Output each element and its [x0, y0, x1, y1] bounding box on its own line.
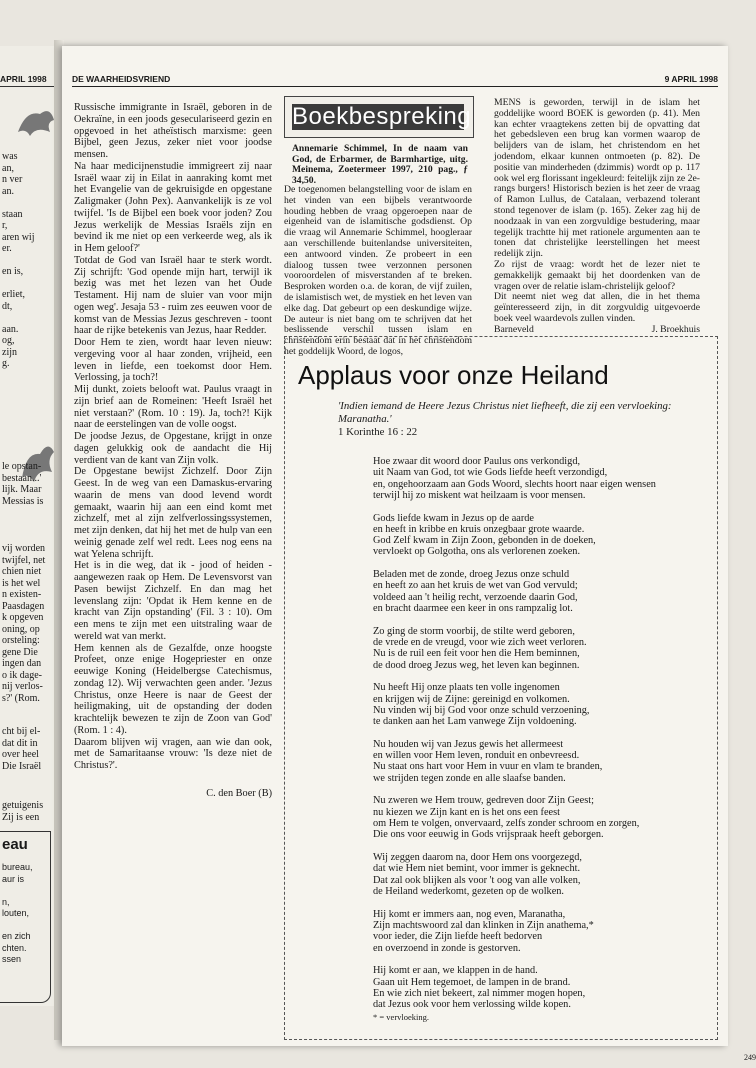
issue-date: 9 APRIL 1998: [664, 74, 718, 84]
header-rule: [72, 86, 718, 87]
poem-line: En wie zich niet bekeert, zal nimmer mogen hopen,: [373, 987, 586, 999]
poem-line: Nu staat ons hart voor Hem in vuur en vlam te branden,: [373, 761, 603, 773]
book-review-banner: [284, 96, 474, 138]
left-page-line: er.: [2, 243, 12, 254]
poem-line: Zo ging de storm voorbij, de stilte werd geboren,: [373, 625, 575, 637]
left-page-line: orsteling:: [2, 635, 40, 646]
left-page-line: dat dit in: [2, 737, 38, 749]
left-page-line: getuigenis: [2, 800, 44, 811]
poem-line: Nu zweren we Hem trouw, gedreven door Zijn Geest;: [373, 795, 594, 807]
left-page-line: o ik dage-: [2, 669, 42, 681]
article-paragraph: Russische immigrante in Israël, geboren in de Oekraïne, in een joods geseculariseerd gezin en opgevoed in het atheïstisch marxisme: geen Bijbel, geen Jezus, zeker niet voor joodse mensen.: [74, 102, 272, 160]
poem-title: Applaus voor onze Heiland: [298, 360, 609, 390]
poem-stanza: [373, 513, 703, 558]
left-page-line: ingen dan: [2, 658, 42, 669]
poem-line: te danken aan het Lam vanwege Zijn voldoening.: [373, 716, 577, 728]
left-page-line: vij worden: [2, 543, 46, 554]
poem-stanza: [373, 626, 703, 671]
poem-stanza: [373, 909, 703, 954]
poem-line: vervloekt op Golgotha, ons als verlorenen zoeken.: [373, 546, 581, 558]
poem-line: dat wie Hem niet bemint, voor immer is geknecht.: [373, 863, 581, 875]
left-page-line: n existen-: [2, 589, 42, 600]
poem-line: Wij zeggen daarom na, door Hem ons voorgezegd,: [373, 852, 582, 864]
poem-line: terwijl hij zo miskent wat heilzaam is voor mensen.: [373, 489, 586, 501]
poem-line: Nu houden wij van Jezus gewis het allermeest: [373, 738, 564, 750]
left-page-line: aan.: [2, 323, 19, 335]
poem-epigraph: 'Indien iemand de Heere Jezus Christus niet liefheeft, die zij een vervloeking: Maranatha.': [338, 400, 672, 425]
left-page-line: r,: [2, 220, 8, 231]
left-page-line: louten,: [2, 908, 30, 918]
review-place: Barneveld: [494, 323, 534, 335]
page-number: 249: [744, 1053, 756, 1062]
left-page-header: APRIL 1998: [0, 74, 47, 84]
poem-stanza: [373, 456, 703, 501]
left-page-line: dt,: [2, 300, 13, 312]
article-paragraph: Mij dunkt, zoiets belooft wat. Paulus vraagt in zijn brief aan de Romeinen: 'Heeft Israël het niet verstaan?' (Rom. 10 : 19). Ja, toch?! Kijk naar de eerstelingen van de volle oogst.: [74, 384, 272, 431]
review-paragraph: MENS is geworden, terwijl in de islam het goddelijke woord BOEK is geworden (p. 41). Men kan echter vraagtekens zetten bij de opvatting dat het gebedsleven een brug kan vormen waarop de belijders van de islam, het christendom en het jodendom, elkaar kunnen ontmoeten (p. 82). De positie van minderheden (dzimmis) wordt op p. 117 ook wel erg florissant ingekleurd: feitelijk zijn ze 2e-rangs burgers! Historisch bezien is het zeer de vraag of Ramon Lullus, de Catalaan, verbazend tolerant stond tegenover de islam (p. 165). Zeker zag hij de noodzaak in van een zorgvuldige bestudering, maar tegelijk trachtte hij met rationele argumenten aan te tonen dat christelijke leerstellingen het meest redelijk zijn.: [494, 97, 700, 260]
poem-line: uit Naam van God, tot wie Gods liefde heeft verzondigd,: [373, 467, 608, 479]
article-paragraph: Na haar medicijnenstudie immigreert zij naar Israël waar zij in Eilat in aanraking komt met het Evangelie van de gekruisigde en opgestane Zaligmaker (John Pex). Aanvankelijk is ze vol twijfel. 'Is de Bijbel een boek voor joden? Zou Jezus werkelijk de Messias Israëls zijn en bevind ik me niet op een verkeerde weg, als ik in Hem geloof?': [74, 160, 272, 254]
article-paragraph: De joodse Jezus, de Opgestane, krijgt in onze dagen gelukkig ook de aandacht die Hij verdient van de kant van Zijn volk.: [74, 431, 272, 466]
poem-line: en overzoend in zonde is gestorven.: [373, 942, 521, 954]
left-page-line: ssen: [2, 954, 22, 964]
left-page-line: an,: [2, 162, 14, 174]
article-paragraph: De Opgestane bewijst Zichzelf. Door Zijn Geest. In de weg van een Damaskus-ervaring waarin de mens van dood levend wordt gemaakt, waarin hij aan een eind komt met zichzelf, met al zijn zelfverlossingssystemen, met zijn denken, dat hij het met de hulp van een weinig genade zelf wel redt. Lees nog eens na wat Yelena schrijft.: [74, 466, 272, 560]
poem-line: om Hem te volgen, onvervaard, zelfs zonder schroom en zorgen,: [373, 818, 640, 830]
poem-line: de vrede en de vreugd, voor wie zich weet verloren.: [373, 637, 587, 649]
left-page-line: cht bij el-: [2, 726, 41, 737]
review-paragraph: Dit neemt niet weg dat allen, die in het thema geïnteresseerd zijn, in dit zorgvuldig uitgevoerde boek veel waardevols zullen vinden.: [494, 291, 700, 324]
article-paragraph: Door Hem te zien, wordt haar leven nieuw: vergeving voor al haar zonden, vrijheid, een leven in liefde, een toekomst door Hem. Verlossing, ja toch?!: [74, 337, 272, 384]
left-page-line: n,: [2, 896, 10, 907]
left-page-line: Messias is: [2, 495, 44, 507]
left-page-line: chien niet: [2, 566, 42, 577]
book-review-byline: Annemarie Schimmel, In de naam van God, de Erbarmer, de Barmhartige, uitg. Meinema, Zoetermeer 1997, 210 pag., ƒ 34,50.: [292, 143, 468, 186]
poem-line: de dood droeg Jezus weg, het leven kan beginnen.: [373, 659, 580, 671]
poem-stanza: [373, 682, 703, 727]
left-page-line: en is,: [2, 266, 24, 277]
poem-line: Hij komt er immers aan, nog even, Maranatha,: [373, 908, 566, 920]
article-paragraph: Totdat de God van Israël haar te sterk wordt. Zij schrijft: 'God opende mijn hart, terwijl ik bezig was met het lezen van het Oude Testament. Hij nam de sluier van voor mijn ogen weg'. Jesaja 53 - ruim zes eeuwen voor de komst van de Messias Jezus geschreven - toont haar de rijke betekenis van Jezus, haar Redder.: [74, 254, 272, 337]
left-page-line: aur is: [2, 873, 25, 884]
poem-line: nu kiezen we Zijn kant en is het ons een feest: [373, 806, 560, 818]
review-paragraph: Zo rijst de vraag: wordt het de lezer niet te gemakkelijk gemaakt bij het doordenken van de vragen over de relatie islam-christelijk geloof?: [494, 258, 700, 292]
poem-line: en heeft in kribbe en kruis onzegbaar grote waarde.: [373, 523, 585, 535]
poem-line: en willen voor Hem leven, ronduit en onbevreesd.: [373, 750, 580, 762]
left-page-line: og,: [2, 335, 15, 346]
poem-line: en bracht daarmee een keer in ons rampzalig lot.: [373, 603, 573, 615]
left-page-line: gene Die: [2, 646, 38, 658]
left-page-line: s?' (Rom.: [2, 692, 40, 704]
left-page-line: staan: [2, 208, 23, 220]
poem-line: Zijn machtswoord zal dan klinken in Zijn anathema,*: [373, 919, 594, 931]
poem-line: Nu vinden wij bij God voor onze schuld verzoening,: [373, 704, 590, 716]
article-signature: C. den Boer (B): [206, 787, 272, 799]
poem-stanza: [373, 965, 703, 1010]
poem-line: Die ons voor eeuwig in Gods vrijspraak heeft geborgen.: [373, 829, 604, 841]
poem-line: de Heiland wederkomt, gezeten op de wolken.: [373, 885, 564, 897]
poem-line: Nu is de ruil een feit voor hen die Hem beminnen,: [373, 648, 580, 660]
left-page-line: zijn: [2, 346, 17, 358]
left-page-line: Die Israël: [2, 760, 42, 772]
left-page-line: bestaan...': [2, 472, 42, 484]
page: [62, 46, 756, 1062]
poem-line: dat Jezus ook voor hem verlossing wilde kopen.: [373, 999, 571, 1011]
reviewer-name: J. Broekhuis: [651, 323, 700, 335]
poem-line: Gods liefde kwam in Jezus op de aarde: [373, 512, 534, 524]
book-review-body-left: De toegenomen belangstelling voor de islam en het vinden van een bijbels verantwoorde houding hebben de vraag opgeroepen naar de eigenheid van de islamitische godsdienst. Op die vraag wil Annemarie Schimmel, hoogleraar aan verschillende buitenlandse universiteiten, een antwoord vinden. Ze probeert in een dialoog tussen twee verzonnen personen vooroordelen of misverstanden af te breken. Besproken worden o.a. de koran, de vijf zuilen, de islamistisch wet, de mystiek en het leven van elke dag. Dat gebeurt op een deskundige wijze. De auteur is niet bang om te schrijven dat het beslissende verschil tussen islam en christendom erin bestaat dat in het christendom het goddelijk Woord, de logos,: [284, 184, 472, 357]
article-paragraph: Het is in die weg, dat ik - jood of heiden - aangewezen raak op Hem. De Levensvorst van Pasen bewijst Zichzelf. En dan mag het levenslang zijn: 'Opdat ik Hem kenne en de kracht van Zijn opstanding' (Fil. 3 : 10). Om een mens te zijn met een uitstraling waar de wereld wat van merkt.: [74, 560, 272, 642]
poem-line: we strijden tegen zonde en alle slaafse banden.: [373, 772, 566, 784]
left-page-rule: [0, 86, 58, 87]
left-page-line: Zij is een: [2, 811, 40, 823]
poem-line: voldeed aan 't heilig recht, verzoende daarin God,: [373, 591, 578, 603]
article-paragraph: Daarom blijven wij vragen, aan wie dan ook, met de Samaritaanse vrouw: 'Is deze niet de Christus?'.: [74, 736, 272, 771]
poem-stanza: [373, 569, 703, 614]
ornament-icon: [16, 102, 56, 142]
article-column: [74, 102, 272, 800]
book-review-body-right: [494, 98, 700, 336]
poem-line: Nu heeft Hij onze plaats ten volle ingenomen: [373, 682, 560, 694]
poem-stanza: [373, 795, 703, 840]
left-page-line: twijfel, net: [2, 554, 46, 566]
poem-line: Hoe zwaar dit woord door Paulus ons verkondigd,: [373, 456, 581, 467]
poem-line: Gaan uit Hem tegemoet, de lampen in de brand.: [373, 976, 571, 988]
left-page-line: Paasdagen: [2, 600, 45, 612]
left-page-box-title: eau: [2, 836, 28, 853]
left-page-line: g.: [2, 358, 10, 369]
review-signature-row: [494, 325, 700, 336]
poem-stanza: [373, 739, 703, 784]
left-page-line: n ver: [2, 174, 23, 185]
left-page-fragment: [0, 46, 58, 1006]
left-page-line: aren wij: [2, 231, 35, 243]
poem-line: voor ieder, die Zijn liefde heeft bedorven: [373, 931, 543, 943]
left-page-line: oning, op: [2, 623, 40, 635]
left-page-line: en zich: [2, 931, 31, 941]
poem-line: God Zelf kwam in Zijn Zoon, gebonden in de doeken,: [373, 535, 596, 547]
poem-line: en krijgen wij de Zijne: gereinigd en volkomen.: [373, 693, 570, 705]
left-page-line: erliet,: [2, 289, 26, 300]
poem-stanza: [373, 852, 703, 897]
left-page-line: was: [2, 151, 18, 162]
left-page-line: k opgeven: [2, 612, 44, 623]
article-paragraph: Hem kennen als de Gezalfde, onze hoogste Profeet, onze enige Hogepriester en onze eeuwige Koning (Heidelbergse Catechismus, zondag 12). Wij verwachten geen ander. 'Jezus Christus, onze Heere is naar de Geest der heiligmaking, uit de opstanding der doden krachtelijk bewezen te zijn de Zoon van God' (Rom. 1 : 4).: [74, 642, 272, 736]
left-page-line: is het wel: [2, 577, 41, 589]
poem-line: en heeft zo aan het kruis de wet van God vervuld;: [373, 580, 578, 592]
left-page-line: chten.: [2, 942, 27, 953]
left-page-line: nij verlos-: [2, 681, 43, 692]
publication-name: DE WAARHEIDSVRIEND: [72, 74, 171, 84]
poem-line: Hij komt er aan, we klappen in de hand.: [373, 965, 538, 977]
left-page-line: bureau,: [2, 862, 33, 872]
left-page-line: over heel: [2, 749, 39, 760]
poem-reference: 1 Korinthe 16 : 22: [338, 426, 418, 438]
poem-footnote: * = vervloeking.: [373, 1012, 430, 1022]
left-page-line: lijk. Maar: [2, 484, 42, 495]
left-page-line: le opstan-: [2, 461, 42, 472]
book-review-title: Boekbespreking: [292, 103, 472, 130]
poem-line: Beladen met de zonde, droeg Jezus onze schuld: [373, 569, 570, 581]
left-page-line: an.: [2, 185, 14, 197]
poem-line: en, ongehoorzaam aan Gods Woord, slechts hoort naar eigen wensen: [373, 478, 656, 490]
poem-line: Dat zal ook blijken als voor 't oog van alle volken,: [373, 874, 581, 886]
poem-body: [373, 456, 703, 1022]
